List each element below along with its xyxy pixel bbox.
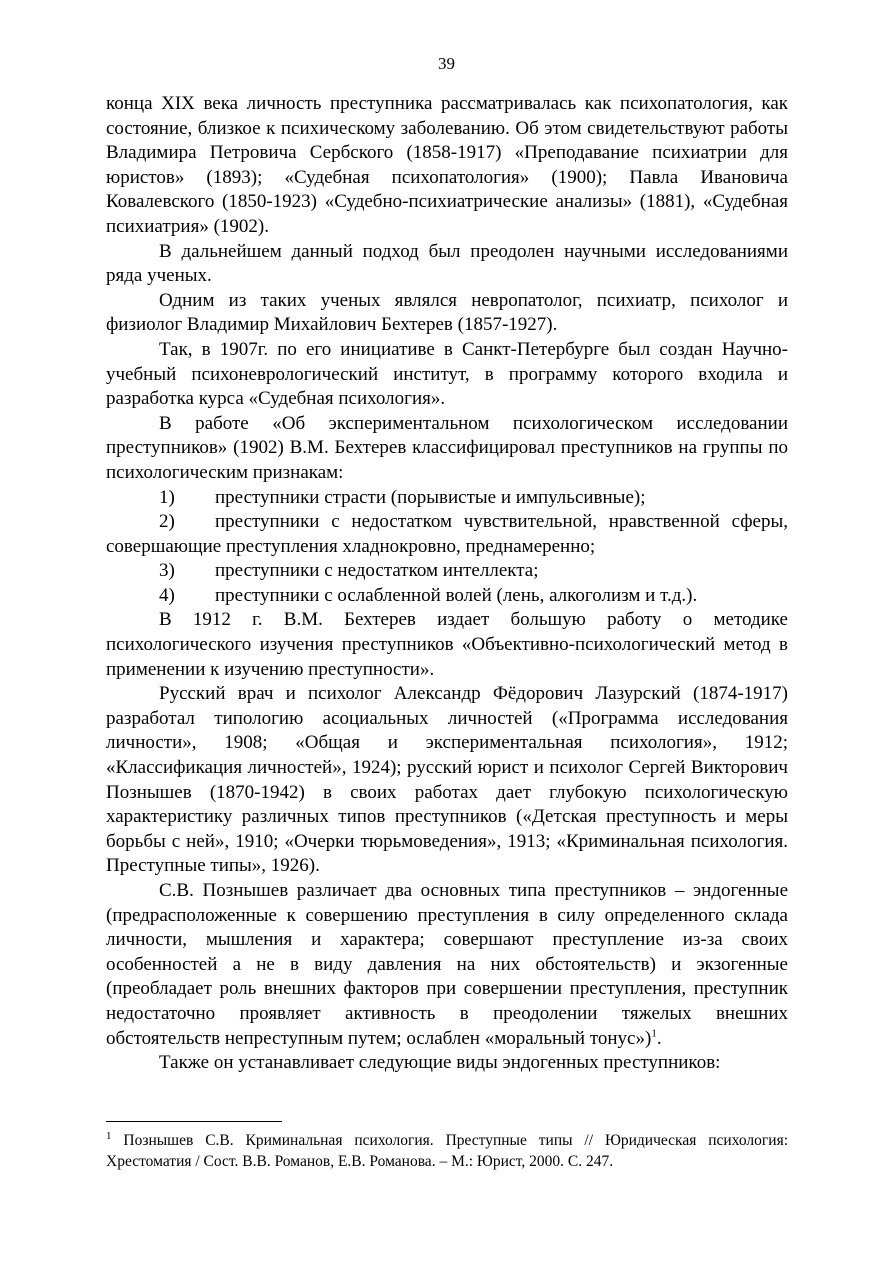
paragraph: Так, в 1907г. по его инициативе в Санкт-Петербурге был создан Научно-учебный психоневрологический институт, в программу которого входила и разработка курса «Судебная психология». [106, 338, 788, 410]
footnote-divider [106, 1121, 282, 1122]
list-text: преступники с недостатком интеллекта; [215, 560, 539, 582]
paragraph: Одним из таких ученых являлся невропатолог, психиатр, психолог и физиолог Владимир Михайлович Бехтерев (1857-1927). [106, 289, 788, 336]
list-number: 2) [159, 511, 175, 533]
list-number: 3) [159, 560, 175, 582]
list-item [106, 510, 788, 559]
footnote [106, 1130, 788, 1172]
page-number: 39 [438, 54, 455, 73]
paragraph: В дальнейшем данный подход был преодолен научными исследованиями ряда ученых. [106, 240, 788, 287]
paragraph: конца XIX века личность преступника рассматривалась как психопатология, как состояние, близкое к психическому заболеванию. Об этом свидетельствуют работы Владимира Петровича Сербского (1858-1917) «Преподавание психиатрии для юристов» (1893); «Судебная психопатология» (1900); Павла Ивановича Ковалевского (1850-1923) «Судебно-психиатрические анализы» (1881), «Судебная психиатрия» (1902). [106, 93, 788, 237]
paragraph: Также он устанавливает следующие виды эндогенных преступников: [159, 1052, 721, 1074]
list-item [106, 559, 788, 584]
paragraph-text: С.В. Познышев различает два основных типа преступников – эндогенные (предрасположенные к совершению преступления в силу определенного склада личности, мышления и характера; совершают преступление из-за своих особенностей а не в виду давления на них обстоятельств) и экзогенные (преобладает роль внешних факторов при совершении преступления, преступник недостаточно проявляет активность в преодолении тяжелых внешних обстоятельств непреступным путем; ослаблен «моральный тонус») [106, 880, 788, 1049]
footnote-reference[interactable]: 1 [651, 1027, 657, 1040]
paragraph: В работе «Об экспериментальном психологическом исследовании преступников» (1902) В.М. Бехтерев классифицировал преступников на группы по психологическим признакам: [106, 412, 788, 483]
list-text: преступники страсти (порывистые и импульсивные); [215, 486, 646, 508]
list-item [106, 584, 788, 609]
list-text: преступники с недостатком чувствительной, нравственной сферы, совершающие преступления хладнокровно, преднамеренно; [106, 511, 788, 557]
main-text [106, 92, 788, 1076]
list-text: преступники с ослабленной волей (лень, алкоголизм и т.д.). [215, 584, 698, 606]
paragraph: В 1912 г. В.М. Бехтерев издает большую работу о методике психологического изучения преступников «Объективно-психологический метод в применении к изучению преступности». [106, 609, 788, 680]
list-number: 4) [159, 584, 175, 606]
footnote-text: Познышев С.В. Криминальная психология. Преступные типы // Юридическая психология: Хрестоматия / Сост. В.В. Романов, Е.В. Романова. – М.: Юрист, 2000. С. 247. [106, 1132, 788, 1170]
footnote-marker: 1 [106, 1129, 112, 1142]
list-item [106, 486, 788, 511]
list-number: 1) [159, 486, 175, 508]
paragraph: Русский врач и психолог Александр Фёдорович Лазурский (1874-1917) разработал типологию асоциальных личностей («Программа исследования личности», 1908; «Общая и экспериментальная психология», 1912; «Классификация личностей», 1924); русский юрист и психолог Сергей Викторович Познышев (1870-1942) в своих работах дает глубокую психологическую характеристику различных типов преступников («Детская преступность и меры борьбы с ней», 1910; «Очерки тюрьмоведения», 1913; «Криминальная психология. Преступные типы», 1926). [106, 683, 788, 877]
paragraph: С.В. Познышев различает два основных типа преступников – эндогенные (предрасположенные к совершению преступления в силу определенного склада личности, мышления и характера; совершают преступление из-за своих особенностей а не в виду давления на них обстоятельств) и экзогенные (преобладает роль внешних факторов при совершении преступления, преступник недостаточно проявляет активность в преодолении тяжелых внешних обстоятельств непреступным путем; ослаблен «моральный тонус»)$^1$. [106, 880, 788, 1049]
